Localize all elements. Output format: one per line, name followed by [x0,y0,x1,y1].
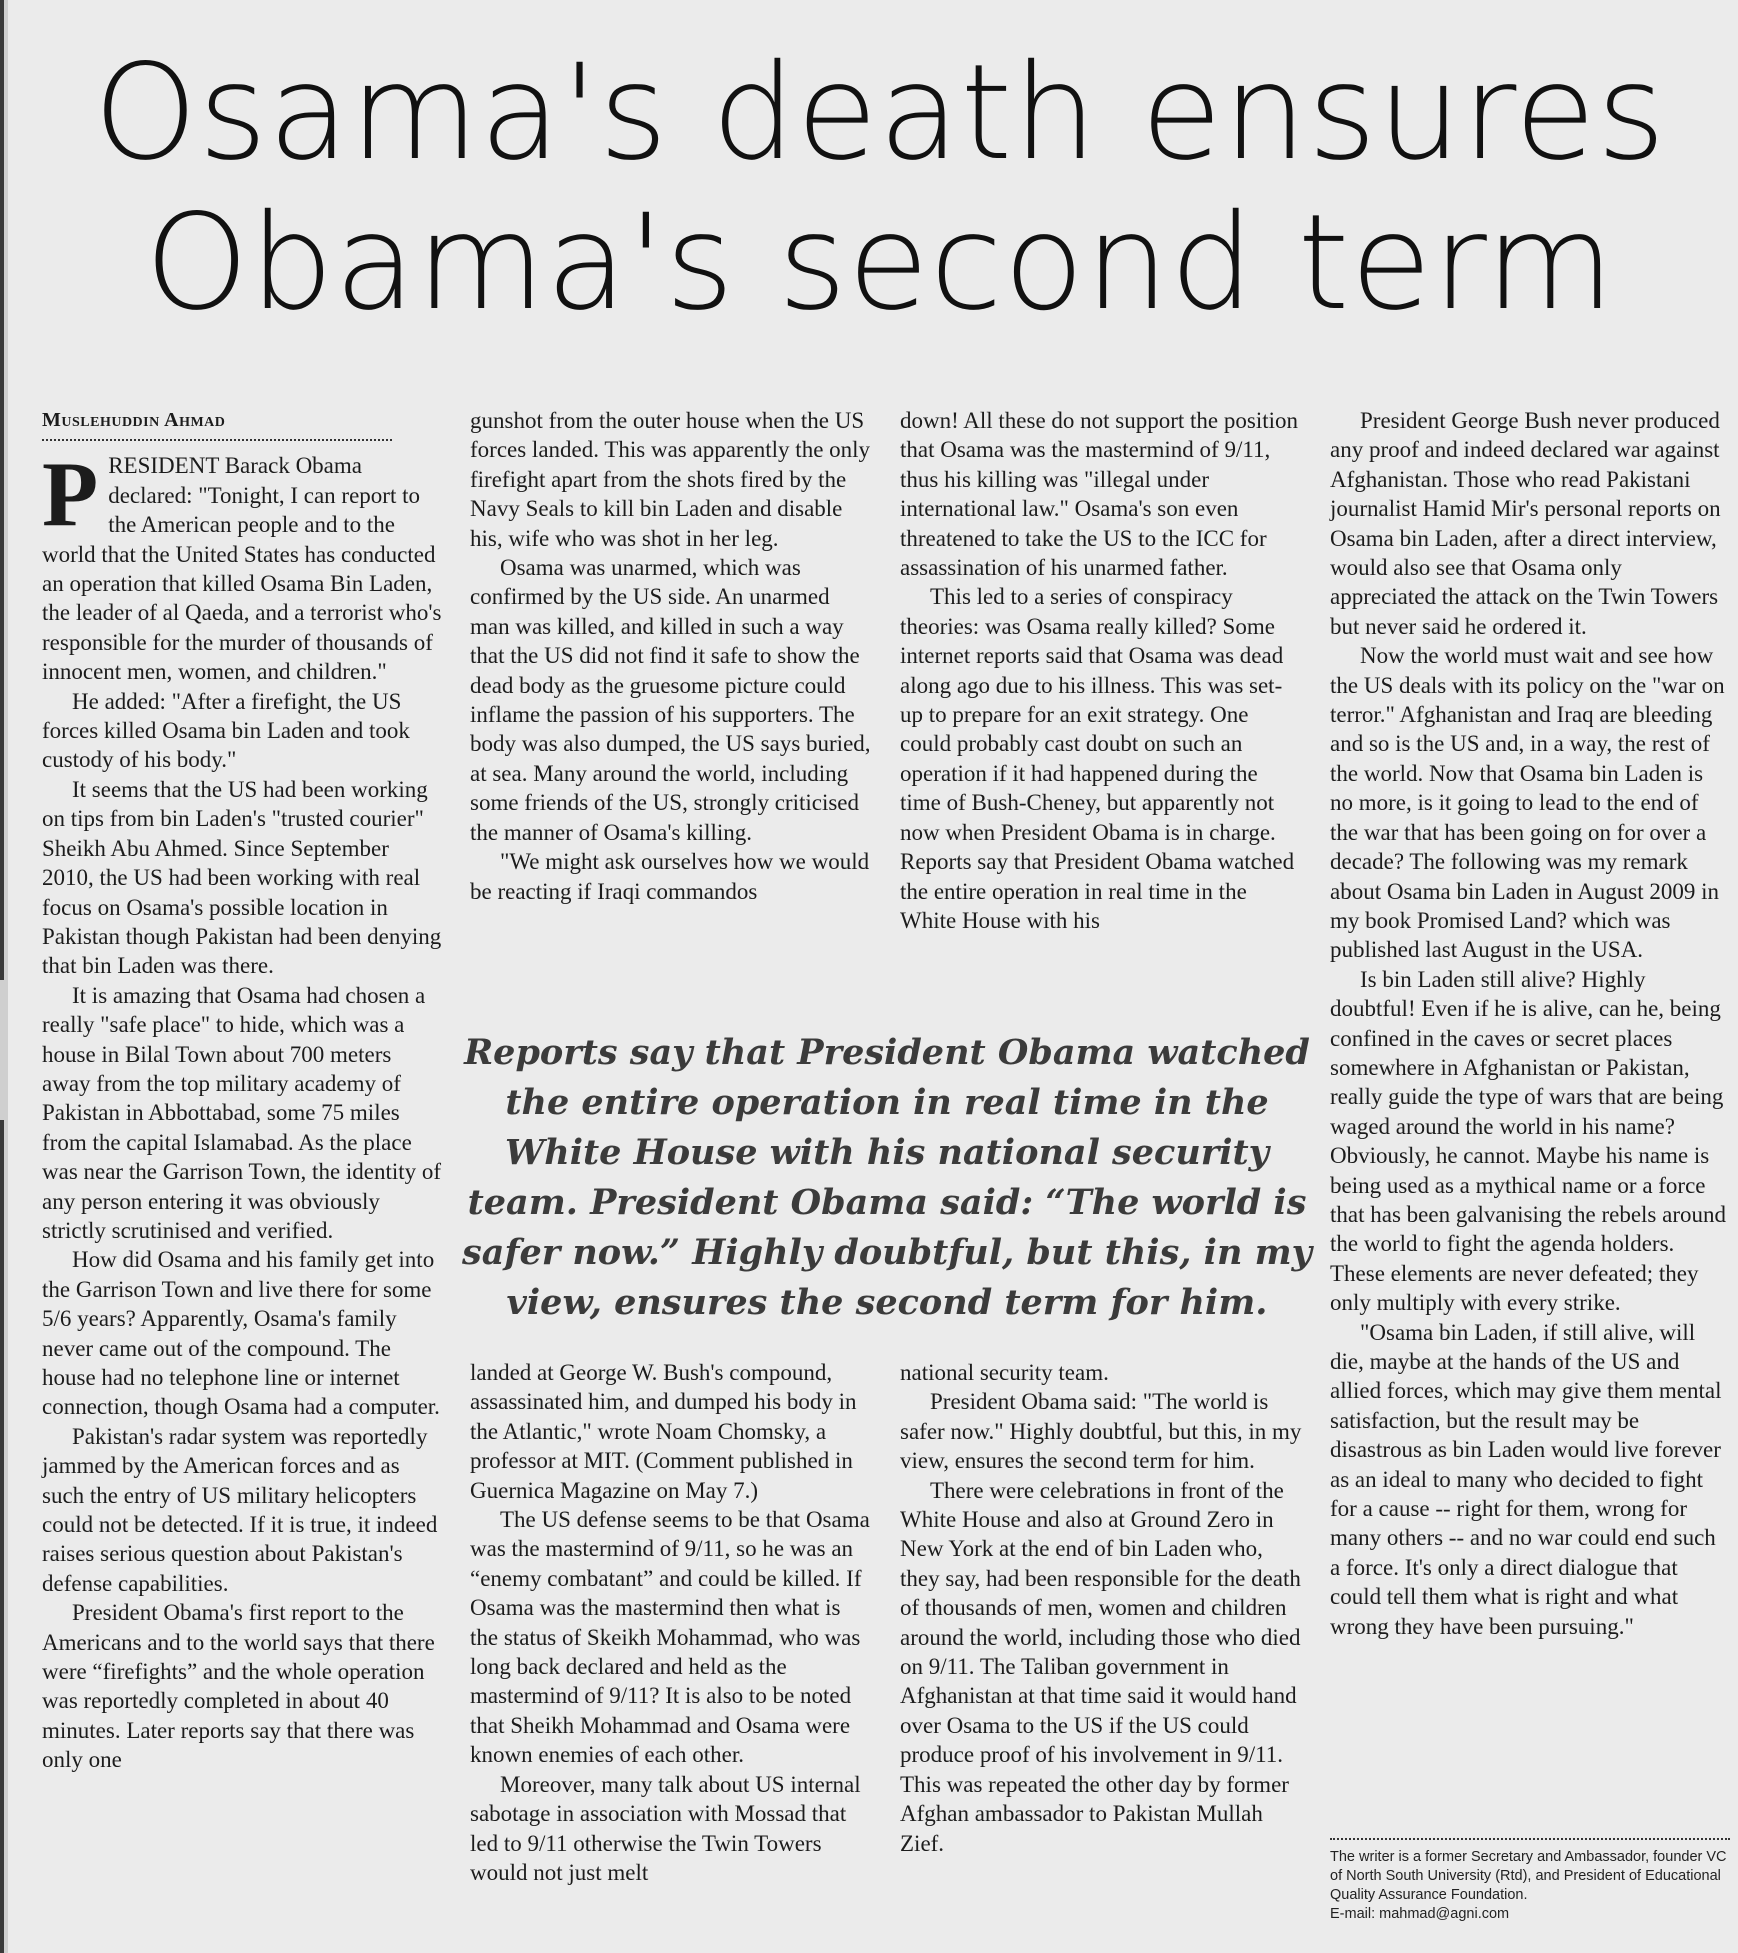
article-column-4 [1330,406,1730,1641]
paragraph: "Osama bin Laden, if still alive, will die, maybe at the hands of the US and allied forces, which may give them mental satisfaction, but the result may be disastrous as bin Laden would live forever as an ideal to many who decided to fight for a cause -- right for them, wrong for many others -- and no war could end such a force. It's only a direct dialogue that could tell them what is right and what wrong they have been pursuing." [1330,1319,1722,1639]
article-column-3-bottom [900,1358,1304,1858]
headline-line-2: Obama's second term [144,186,1616,340]
article-column-2-top [470,406,874,906]
paragraph: Is bin Laden still alive? Highly doubtful! Even if he is alive, can he, being confined in the caves or secret places somewhere in Afghanistan or Pakistan, really guide the type of wars that are being waged around the world in his name? Obviously, he cannot. Maybe his name is being used as a mythical name or a force that has been galvanising the rebels around the world to fight the agenda holders. These elements are never defeated; they only multiply with every strike. [1330,966,1726,1316]
author-email: E-mail: mahmad@agni.com [1330,1906,1510,1922]
paragraph: How did Osama and his family get into the Garrison Town and live there for some 5/6 years? Apparently, Osama's family never came out of the compound. The house had no telephone line or internet connection, though Osama had a computer. [42,1247,440,1420]
paragraph: down! All these do not support the position that Osama was the mastermind of 9/11, thus his killing was "illegal under international law." Osama's son even threatened to take the US to the ICC for assassination of his unarmed father. [900,408,1299,581]
lead-paragraph-text: RESIDENT Barack Obama declared: "Tonight, I can report to the American people and to the world that the United States has conducted an operation that killed Osama Bin Laden, the leader of al Qaeda, and a terrorist who's responsible for the murder of thousands of innocent men, women, and children." [42,453,442,685]
paragraph: gunshot from the outer house when the US forces landed. This was apparently the only firefight apart from the shots fired by the Navy Seals to kill bin Laden and disable his, wife who was shot in her leg. [470,408,871,551]
paragraph: President Obama said: "The world is safer now." Highly doubtful, but this, in my view, ensures the second term for him. [900,1389,1302,1474]
lead-paragraph [42,443,442,686]
paragraph: "We might ask ourselves how we would be reacting if Iraqi commandos [470,849,870,904]
article-column-1 [42,406,442,1775]
author-footnote [1330,1838,1730,1924]
paragraph: It is amazing that Osama had chosen a really "safe place" to hide, which was a house in Bilal Town about 700 meters away from the top military academy of Pakistan in Abbottabad, some 75 miles from the capital Islamabad. As the place was near the Garrison Town, the identity of any person entering it was obviously strictly scrutinised and verified. [42,982,442,1243]
paragraph: This led to a series of conspiracy theories: was Osama really killed? Some internet reports said that Osama was dead along ago due to his illness. This was set-up to prepare for an exit strategy. One could probably cast doubt on such an operation if it had happened during the time of Bush-Cheney, but apparently not now when President Obama is in charge. Reports say that President Obama watched the entire operation in real time in the White House with his [900,584,1295,933]
pull-quote: Reports say that President Obama watched the entire operation in real time in the White House with his national security team. President Obama said: “The world is safer now.” Highly doubtful, but this, in my view, ensures the second term for him. [462,1032,1312,1323]
paragraph: landed at George W. Bush's compound, assassinated him, and dumped his body in the Atlantic," wrote Noam Chomsky, a professor at MIT. (Comment published in Guernica Magazine on May 7.) [470,1360,857,1503]
paragraph: President Obama's first report to the Americans and to the world says that there were “firefights” and the whole operation was reportedly completed in about 40 minutes. Later reports say that there was only one [42,1600,435,1773]
paragraph: It seems that the US had been working on tips from bin Laden's "trusted courier" Sheikh Abu Ahmed. Since September 2010, the US had been working with real focus on Osama's possible location in Pakistan though Pakistan had been denying that bin Laden was there. [42,776,442,979]
paragraph: President George Bush never produced any proof and indeed declared war against Afghanistan. Those who read Pakistani journalist Hamid Mir's personal reports on Osama bin Laden, after a direct interview, would also see that Osama only appreciated the attack on the Twin Towers but never said he ordered it. [1330,408,1721,639]
paragraph: national security team. [900,1360,1109,1385]
byline: Muslehuddin Ahmad [42,406,392,441]
drop-cap: P [42,443,99,546]
paragraph: Osama was unarmed, which was confirmed by the US side. An unarmed man was killed, and killed in such a way that the US did not find it safe to show the dead body as the gruesome picture could inflame the passion of his supporters. The body was also dumped, the US says buried, at sea. Many around the world, including some friends of the US, strongly criticised the manner of Osama's killing. [470,555,871,845]
paragraph: Moreover, many talk about US internal sabotage in association with Mossad that led to 9/11 otherwise the Twin Towers would not just melt [470,1771,861,1885]
author-bio: The writer is a former Secretary and Ambassador, founder VC of North South University (Rtd), and President of Educational Quality Assurance Foundation. [1330,1849,1727,1903]
headline-line-1: Osama's death ensures [93,36,1667,190]
headline [60,38,1700,338]
paragraph: There were celebrations in front of the White House and also at Ground Zero in New York at the end of bin Laden who, they say, had been responsible for the death of thousands of men, women and children around the world, including those who died on 9/11. The Taliban government in Afghanistan at that time said it would hand over Osama to the US if the US could produce proof of his involvement in 9/11. This was repeated the other day by former Afghan ambassador to Pakistan Mullah Zief. [900,1477,1301,1856]
paragraph: He added: "After a firefight, the US forces killed Osama bin Laden and took custody of his body." [42,688,410,773]
paragraph: The US defense seems to be that Osama was the mastermind of 9/11, so he was an “enemy combatant” and could be killed. If Osama was the mastermind then what is the status of Skeikh Mohammad, who was long back declared and held as the mastermind of 9/11? It is also to be noted that Sheikh Mohammad and Osama were known enemies of each other. [470,1507,870,1768]
page-edge-rule [0,0,8,1953]
article-column-2-bottom [470,1358,874,1887]
paragraph: Pakistan's radar system was reportedly jammed by the American forces and as such the entry of US military helicopters could not be detected. If it is true, it indeed raises serious question about Pakistan's defense capabilities. [42,1423,438,1596]
paragraph: Now the world must wait and see how the US deals with its policy on the "war on terror." Afghanistan and Iraq are bleeding and so is the US and, in a way, the rest of the world. Now that Osama bin Laden is no more, is it going to lead to the end of the war that has been going on for over a decade? The following was my remark about Osama bin Laden in August 2009 in my book Promised Land? which was published last August in the USA. [1330,643,1725,963]
article-column-3-top [900,406,1304,935]
